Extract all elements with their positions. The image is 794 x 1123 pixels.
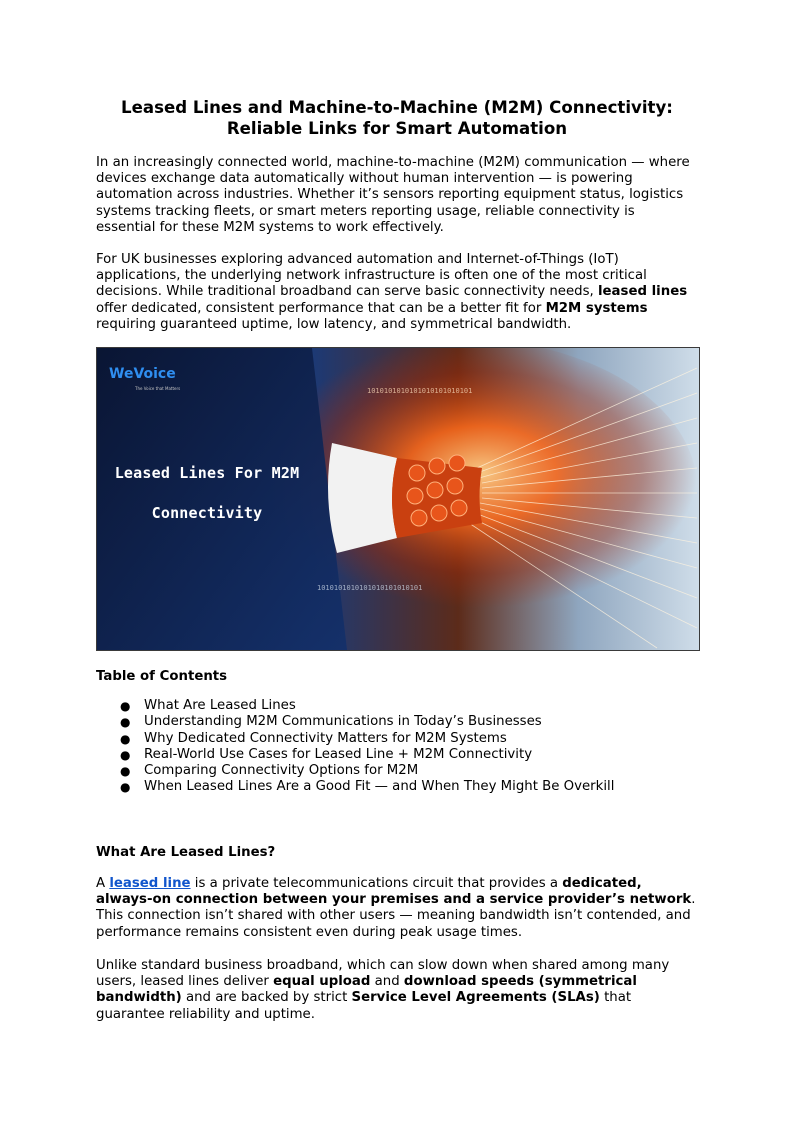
bullet-icon: ● [120, 780, 131, 795]
title-line-2: Reliable Links for Smart Automation [226, 119, 568, 138]
banner-title-line-2: Connectivity [151, 504, 263, 522]
hero-banner-image [96, 347, 700, 651]
iot-text-3: requiring guaranteed uptime, low latency, and symmetrical bandwidth. [96, 316, 572, 332]
logo-text: WeVoice [109, 366, 176, 382]
toc-item-label: Real-World Use Cases for Leased Line + M2M Connectivity [144, 746, 533, 762]
toc-item-label: When Leased Lines Are a Good Fit — and When They Might Be Overkill [144, 779, 615, 795]
section-heading-leased-lines: What Are Leased Lines? [96, 845, 276, 860]
iot-paragraph [96, 252, 698, 333]
def-text-2: is a private telecommunications circuit that provides a [190, 876, 563, 891]
broadband-comparison-paragraph [96, 958, 698, 1023]
iot-bold-m2m-systems: M2M systems [545, 300, 648, 316]
toc-item[interactable] [96, 747, 614, 763]
bullet-icon: ● [120, 747, 131, 762]
leased-line-definition-paragraph [96, 876, 698, 941]
cmp-text-4: that guarantee reliability and uptime. [96, 990, 632, 1022]
fiber-cable-illustration [97, 348, 699, 650]
toc-item-label: Comparing Connectivity Options for M2M [144, 763, 419, 779]
toc-item-label: Why Dedicated Connectivity Matters for M2M Systems [144, 730, 507, 746]
def-bold-dedicated: dedicated, always-on connection between your premises and a service provider’s network [96, 876, 692, 908]
logo-tagline: The Voice that Matters [135, 386, 181, 391]
wevoice-logo [109, 366, 181, 391]
toc-item[interactable] [96, 698, 614, 714]
banner-title-line-1: Leased Lines For M2M [114, 464, 300, 482]
cmp-bold-upload: equal upload [273, 974, 371, 990]
iot-text-1: For UK businesses exploring advanced automation and Internet-of-Things (IoT) applications, the underlying network infrastructure is often one of the most critical decisions. While traditional broadband can serve basic connectivity needs, [96, 252, 647, 300]
cmp-text-2: and [370, 974, 404, 990]
intro-paragraph: In an increasingly connected world, machine-to-machine (M2M) communication — where devices exchange data automatically without human intervention — is powering automation across industries. Whether it’s sensors reporting equipment status, logistics systems tracking fleets, or smart meters reporting usage, reliable connectivity is essential for these M2M systems to work effectively. [96, 155, 690, 235]
toc-item-label: What Are Leased Lines [144, 698, 296, 713]
def-text-1: A [96, 876, 110, 891]
toc-item-label: Understanding M2M Communications in Today’s Businesses [144, 714, 542, 730]
bullet-icon: ● [120, 699, 131, 713]
cmp-text-3: and are backed by strict [181, 990, 352, 1006]
toc-item[interactable] [96, 779, 614, 795]
toc-item[interactable] [96, 714, 614, 730]
bullet-icon: ● [120, 731, 131, 746]
iot-text-2: offer dedicated, consistent performance that can be a better fit for [96, 300, 546, 316]
bullet-icon: ● [120, 715, 131, 730]
binary-text-top: 1010101010101010101010101 [367, 387, 473, 395]
def-text-3: . This connection isn’t shared with other users — meaning bandwidth isn’t contended, and performance remains consistent even during peak usage times. [96, 892, 696, 940]
page-title [96, 97, 698, 139]
leased-line-link[interactable]: leased line [109, 876, 191, 891]
toc-heading: Table of Contents [96, 669, 228, 684]
toc-item[interactable] [96, 731, 614, 747]
cmp-text-1: Unlike standard business broadband, which can slow down when shared among many users, leased lines deliver [96, 958, 670, 990]
iot-bold-leased-lines: leased lines [597, 284, 688, 300]
toc-item[interactable] [96, 763, 614, 779]
cmp-bold-sla: Service Level Agreements (SLAs) [351, 990, 600, 1006]
cmp-bold-download: download speeds (symmetrical bandwidth) [96, 974, 637, 1006]
toc-list [96, 698, 614, 796]
bullet-icon: ● [120, 764, 131, 779]
binary-text-bottom: 1010101010101010101010101 [317, 584, 423, 592]
title-line-1: Leased Lines and Machine-to-Machine (M2M) Connectivity: [121, 98, 673, 117]
